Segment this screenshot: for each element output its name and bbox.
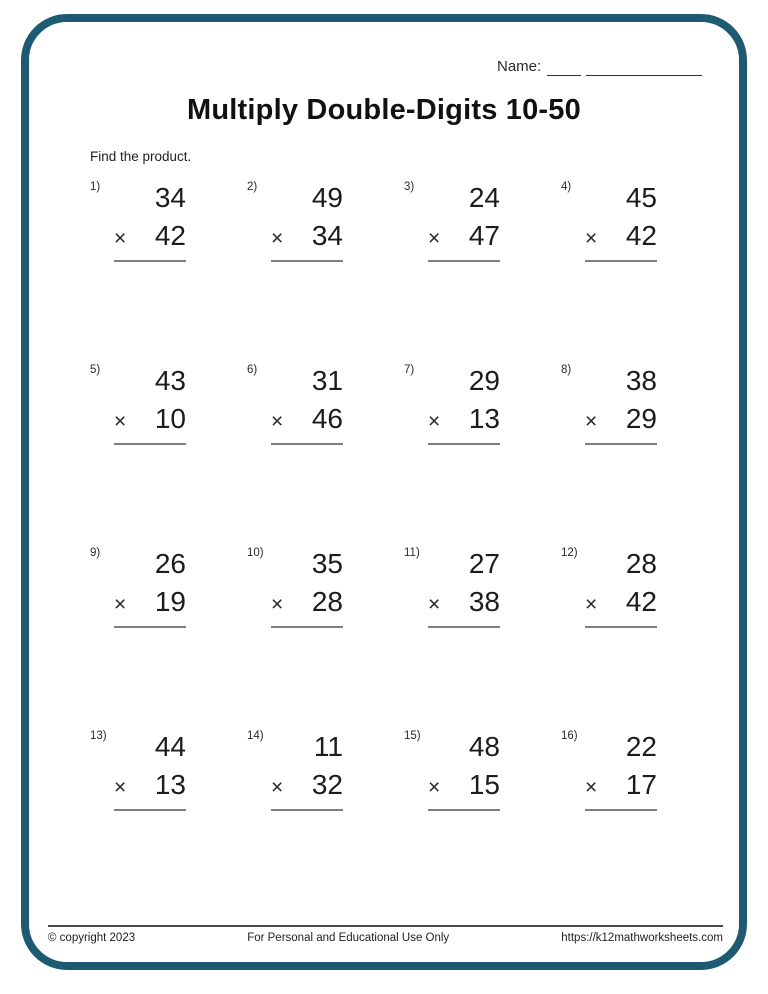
problems-grid bbox=[90, 181, 718, 913]
name-row bbox=[497, 58, 702, 76]
problem-number-label: 12) bbox=[561, 547, 578, 559]
multiplier: 42 bbox=[625, 220, 657, 251]
problem-number-label: 16) bbox=[561, 730, 578, 742]
problem-cell bbox=[247, 730, 404, 913]
problem-number-label: 15) bbox=[404, 730, 421, 742]
problem-work-area bbox=[585, 364, 657, 445]
problem-number-label: 5) bbox=[90, 364, 101, 376]
footer-website-link: https://k12mathworksheets.com bbox=[561, 932, 723, 944]
footer-copyright: © copyright 2023 bbox=[48, 932, 136, 944]
answer-line bbox=[585, 443, 657, 445]
problem-number-label: 11) bbox=[404, 547, 420, 559]
problem-number-label: 1) bbox=[90, 181, 101, 193]
problem-cell bbox=[247, 547, 404, 730]
problem-cell bbox=[247, 181, 404, 364]
answer-line bbox=[114, 626, 186, 628]
multiply-sign: × bbox=[114, 776, 127, 799]
multiplicand: 48 bbox=[468, 731, 500, 762]
name-blank-line bbox=[586, 59, 702, 76]
answer-line bbox=[585, 626, 657, 628]
multiplier: 34 bbox=[311, 220, 343, 251]
answer-line bbox=[428, 260, 500, 262]
multiplicand: 44 bbox=[154, 731, 186, 762]
problem-cell bbox=[404, 730, 561, 913]
multiply-sign: × bbox=[114, 410, 127, 433]
multiplier: 28 bbox=[311, 586, 343, 617]
footer-divider bbox=[48, 925, 723, 927]
problem-work-area bbox=[428, 181, 500, 262]
problem-cell bbox=[90, 364, 247, 547]
problem-work-area bbox=[114, 364, 186, 445]
problem-number-label: 4) bbox=[561, 181, 572, 193]
problem-number-label: 3) bbox=[404, 181, 415, 193]
multiplier: 15 bbox=[468, 769, 500, 800]
problem-cell bbox=[561, 547, 718, 730]
problem-work-area bbox=[271, 181, 343, 262]
multiply-sign: × bbox=[585, 410, 598, 433]
answer-line bbox=[428, 809, 500, 811]
problem-cell bbox=[404, 547, 561, 730]
multiply-sign: × bbox=[428, 593, 441, 616]
problem-cell bbox=[404, 364, 561, 547]
multiply-sign: × bbox=[114, 593, 127, 616]
problem-cell bbox=[404, 181, 561, 364]
multiply-sign: × bbox=[428, 227, 441, 250]
multiplicand: 34 bbox=[154, 182, 186, 213]
problem-work-area bbox=[428, 547, 500, 628]
page-title: Multiply Double-Digits 10-50 bbox=[187, 94, 581, 126]
problem-work-area bbox=[114, 730, 186, 811]
multiplicand: 11 bbox=[313, 731, 343, 762]
multiply-sign: × bbox=[585, 227, 598, 250]
problem-work-area bbox=[585, 547, 657, 628]
footer-usage-note: For Personal and Educational Use Only bbox=[247, 932, 450, 944]
problem-number-label: 13) bbox=[90, 730, 107, 742]
problem-cell bbox=[561, 364, 718, 547]
multiply-sign: × bbox=[428, 410, 441, 433]
multiplicand: 43 bbox=[154, 365, 186, 396]
problem-work-area bbox=[585, 730, 657, 811]
multiply-sign: × bbox=[428, 776, 441, 799]
problem-number-label: 6) bbox=[247, 364, 258, 376]
problem-work-area bbox=[428, 730, 500, 811]
multiplicand: 49 bbox=[311, 182, 343, 213]
problem-work-area bbox=[428, 364, 500, 445]
problem-cell bbox=[90, 730, 247, 913]
instruction-text: Find the product. bbox=[90, 149, 192, 164]
answer-line bbox=[114, 809, 186, 811]
problem-number-label: 10) bbox=[247, 547, 264, 559]
multiplier: 10 bbox=[154, 403, 186, 434]
multiplicand: 35 bbox=[311, 548, 343, 579]
multiplicand: 31 bbox=[311, 365, 343, 396]
multiplier: 13 bbox=[154, 769, 186, 800]
problem-work-area bbox=[271, 364, 343, 445]
problem-work-area bbox=[114, 547, 186, 628]
answer-line bbox=[114, 443, 186, 445]
answer-line bbox=[271, 809, 343, 811]
answer-line bbox=[428, 626, 500, 628]
problem-number-label: 9) bbox=[90, 547, 101, 559]
multiplier: 42 bbox=[625, 586, 657, 617]
problem-cell bbox=[561, 730, 718, 913]
multiplier: 47 bbox=[468, 220, 500, 251]
name-blank-line bbox=[547, 59, 581, 76]
answer-line bbox=[428, 443, 500, 445]
name-label: Name: bbox=[497, 58, 542, 75]
problem-number-label: 8) bbox=[561, 364, 572, 376]
footer bbox=[48, 932, 723, 944]
multiply-sign: × bbox=[585, 776, 598, 799]
multiplicand: 26 bbox=[154, 548, 186, 579]
multiply-sign: × bbox=[271, 593, 284, 616]
multiply-sign: × bbox=[271, 410, 284, 433]
multiplicand: 38 bbox=[625, 365, 657, 396]
problem-cell bbox=[90, 181, 247, 364]
answer-line bbox=[271, 626, 343, 628]
answer-line bbox=[271, 260, 343, 262]
answer-line bbox=[114, 260, 186, 262]
problem-number-label: 2) bbox=[247, 181, 258, 193]
problem-work-area bbox=[271, 730, 343, 811]
multiplier: 42 bbox=[154, 220, 186, 251]
multiplier: 17 bbox=[625, 769, 657, 800]
multiplicand: 24 bbox=[468, 182, 500, 213]
problem-cell bbox=[561, 181, 718, 364]
multiplier: 19 bbox=[154, 586, 186, 617]
problem-work-area bbox=[585, 181, 657, 262]
multiplicand: 45 bbox=[625, 182, 657, 213]
multiplier: 46 bbox=[311, 403, 343, 434]
problem-work-area bbox=[114, 181, 186, 262]
multiplicand: 28 bbox=[625, 548, 657, 579]
multiplier: 32 bbox=[311, 769, 343, 800]
multiply-sign: × bbox=[271, 227, 284, 250]
multiply-sign: × bbox=[114, 227, 127, 250]
answer-line bbox=[271, 443, 343, 445]
multiply-sign: × bbox=[271, 776, 284, 799]
problem-cell bbox=[247, 364, 404, 547]
problem-number-label: 7) bbox=[404, 364, 415, 376]
multiplicand: 29 bbox=[468, 365, 500, 396]
multiplier: 13 bbox=[468, 403, 500, 434]
multiplier: 29 bbox=[625, 403, 657, 434]
multiplicand: 27 bbox=[468, 548, 500, 579]
problem-cell bbox=[90, 547, 247, 730]
multiplicand: 22 bbox=[625, 731, 657, 762]
multiplier: 38 bbox=[468, 586, 500, 617]
multiply-sign: × bbox=[585, 593, 598, 616]
problem-work-area bbox=[271, 547, 343, 628]
problem-number-label: 14) bbox=[247, 730, 264, 742]
answer-line bbox=[585, 809, 657, 811]
answer-line bbox=[585, 260, 657, 262]
